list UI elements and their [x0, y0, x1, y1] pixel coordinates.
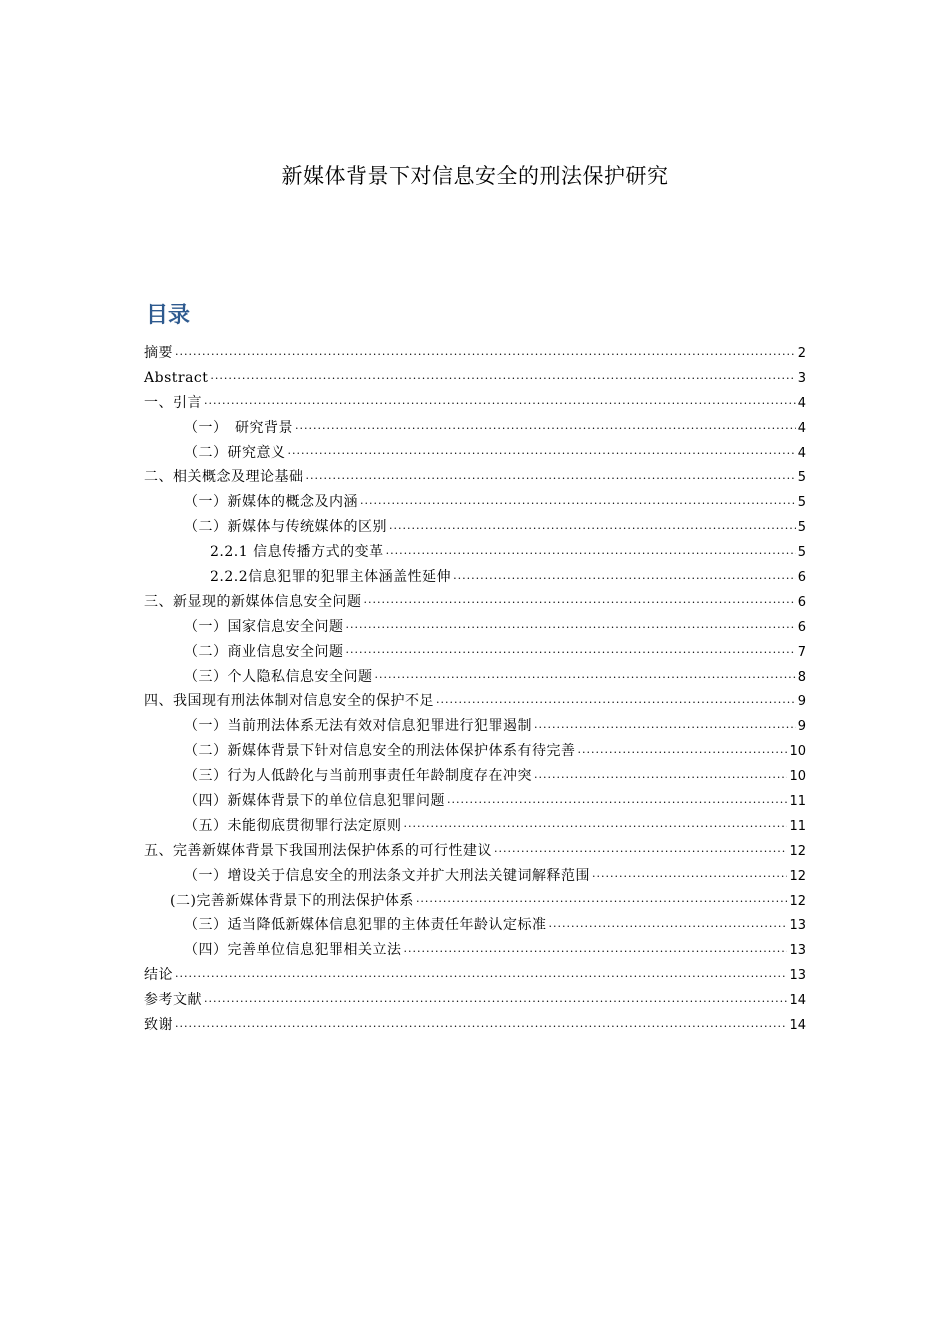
- toc-dot-leader: [436, 695, 796, 709]
- toc-entry-label: 二、相关概念及理论基础: [144, 469, 304, 486]
- toc-dot-leader: [534, 770, 787, 784]
- toc-entry-page-number: 9: [797, 694, 806, 710]
- toc-entry-label: 2.2.1 信息传播方式的变革: [210, 544, 384, 561]
- toc-entry-label: （一） 研究背景: [184, 419, 293, 436]
- toc-entry-label: 三、新显现的新媒体信息安全问题: [144, 593, 362, 610]
- toc-dot-leader: [295, 421, 796, 435]
- toc-entry-page-number: 6: [797, 570, 806, 586]
- toc-entry[interactable]: [144, 689, 806, 714]
- toc-entry-label: （四）完善单位信息犯罪相关立法: [184, 942, 402, 959]
- toc-entry-label: （一）增设关于信息安全的刑法条文并扩大刑法关键词解释范围: [184, 867, 590, 884]
- toc-entry-label: （二）商业信息安全问题: [184, 643, 344, 660]
- toc-entry[interactable]: [144, 764, 806, 789]
- toc-entry-label: 一、引言: [144, 394, 202, 411]
- toc-entry-label: 致谢: [144, 1017, 173, 1034]
- toc-entry-page-number: 12: [789, 868, 806, 884]
- toc-entry-label: （四）新媒体背景下的单位信息犯罪问题: [184, 793, 445, 810]
- toc-entry-label: （二）新媒体背景下针对信息安全的刑法体保护体系有待完善: [184, 743, 576, 760]
- toc-entry-page-number: 9: [797, 719, 806, 735]
- toc-dot-leader: [204, 994, 787, 1008]
- toc-entry-page-number: 5: [797, 520, 806, 536]
- toc-entry[interactable]: [144, 565, 806, 590]
- toc-dot-leader: [204, 396, 796, 410]
- toc-dot-leader: [389, 521, 796, 535]
- toc-dot-leader: [592, 869, 787, 883]
- toc-entry-page-number: 8: [797, 669, 806, 685]
- toc-entry-page-number: 12: [789, 893, 806, 909]
- toc-entry-label: （五）未能彻底贯彻罪行法定原则: [184, 817, 402, 834]
- toc-entry-page-number: 12: [789, 843, 806, 859]
- toc-entry[interactable]: [144, 839, 806, 864]
- toc-entry-page-number: 10: [789, 744, 806, 760]
- toc-entry[interactable]: [144, 938, 806, 963]
- toc-entry[interactable]: [144, 789, 806, 814]
- toc-entry-page-number: 11: [789, 794, 806, 810]
- toc-entry[interactable]: [144, 441, 806, 466]
- toc-entry-page-number: 14: [789, 1018, 806, 1034]
- toc-dot-leader: [175, 1018, 787, 1032]
- toc-dot-leader: [175, 346, 796, 360]
- toc-entry[interactable]: [144, 665, 806, 690]
- toc-entry-label: （三）个人隐私信息安全问题: [184, 668, 373, 685]
- toc-dot-leader: [346, 645, 796, 659]
- toc-dot-leader: [549, 919, 788, 933]
- toc-entry[interactable]: [144, 913, 806, 938]
- toc-entry-label: 四、我国现有刑法体制对信息安全的保护不足: [144, 693, 434, 710]
- toc-dot-leader: [306, 471, 796, 485]
- toc-entry[interactable]: [144, 490, 806, 515]
- toc-dot-leader: [534, 720, 796, 734]
- toc-entry[interactable]: [144, 540, 806, 565]
- toc-entry[interactable]: [144, 366, 806, 391]
- toc-entry-label: Abstract: [144, 369, 209, 386]
- toc-entry[interactable]: [144, 814, 806, 839]
- toc-entry[interactable]: [144, 615, 806, 640]
- toc-entry[interactable]: [144, 889, 806, 914]
- toc-entry-page-number: 5: [797, 545, 806, 561]
- toc-dot-leader: [404, 944, 788, 958]
- toc-dot-leader: [375, 670, 796, 684]
- toc-entry-page-number: 6: [797, 594, 806, 610]
- toc-entry[interactable]: [144, 963, 806, 988]
- toc-dot-leader: [404, 819, 788, 833]
- toc-entry-page-number: 7: [797, 644, 806, 660]
- toc-entry-page-number: 13: [789, 943, 806, 959]
- toc-heading: 目录: [146, 303, 191, 328]
- toc-entry-page-number: 4: [797, 420, 806, 436]
- toc-entry-page-number: 14: [789, 993, 806, 1009]
- document-title: 新媒体背景下对信息安全的刑法保护研究: [281, 164, 669, 188]
- toc-dot-leader: [453, 570, 796, 584]
- toc-entry-label: 参考文献: [144, 992, 202, 1009]
- toc-dot-leader: [360, 496, 796, 510]
- toc-dot-leader: [386, 546, 796, 560]
- toc-entry-page-number: 11: [789, 818, 806, 834]
- toc-entry-label: （三）适当降低新媒体信息犯罪的主体责任年龄认定标准: [184, 917, 547, 934]
- toc-entry-page-number: 2: [797, 346, 806, 361]
- toc-entry-label: （一）国家信息安全问题: [184, 618, 344, 635]
- toc-dot-leader: [578, 745, 788, 759]
- toc-entry-page-number: 10: [789, 769, 806, 785]
- toc-dot-leader: [175, 969, 787, 983]
- toc-entry[interactable]: [144, 465, 806, 490]
- toc-dot-leader: [288, 446, 796, 460]
- toc-entry-label: （一）当前刑法体系无法有效对信息犯罪进行犯罪遏制: [184, 718, 532, 735]
- toc-entry-page-number: 5: [797, 470, 806, 486]
- toc-dot-leader: [210, 371, 795, 385]
- toc-entry[interactable]: [144, 988, 806, 1013]
- toc-entry-label: 2.2.2信息犯罪的犯罪主体涵盖性延伸: [210, 569, 452, 586]
- toc-dot-leader: [364, 595, 796, 609]
- toc-entry[interactable]: [144, 341, 806, 366]
- toc-dot-leader: [494, 844, 787, 858]
- toc-entry-label: 五、完善新媒体背景下我国刑法保护体系的可行性建议: [144, 842, 492, 859]
- toc-entry-page-number: 3: [797, 370, 806, 386]
- toc-entry[interactable]: [144, 515, 806, 540]
- toc-entry-label: （二）研究意义: [184, 444, 286, 461]
- toc-entry-label: （一）新媒体的概念及内涵: [184, 494, 358, 511]
- toc-entry[interactable]: [144, 1013, 806, 1038]
- toc-entry-label: (二)完善新媒体背景下的刑法保护体系: [170, 892, 414, 909]
- toc-entry[interactable]: [144, 714, 806, 739]
- toc-entry-page-number: 4: [797, 395, 806, 411]
- table-of-contents: [144, 341, 806, 1038]
- toc-entry-page-number: 13: [789, 968, 806, 984]
- toc-entry[interactable]: [144, 640, 806, 665]
- toc-entry-label: 摘要: [144, 345, 173, 361]
- toc-dot-leader: [416, 894, 788, 908]
- toc-entry-label: 结论: [144, 967, 173, 984]
- toc-entry[interactable]: [144, 416, 806, 441]
- toc-dot-leader: [346, 620, 796, 634]
- toc-entry-page-number: 13: [789, 918, 806, 934]
- toc-entry-label: （三）行为人低龄化与当前刑事责任年龄制度存在冲突: [184, 768, 532, 785]
- toc-entry-page-number: 6: [797, 619, 806, 635]
- toc-entry[interactable]: [144, 739, 806, 764]
- toc-entry[interactable]: [144, 864, 806, 889]
- toc-entry[interactable]: [144, 391, 806, 416]
- toc-entry-page-number: 4: [797, 445, 806, 461]
- toc-dot-leader: [447, 794, 787, 808]
- toc-entry[interactable]: [144, 590, 806, 615]
- toc-entry-label: （二）新媒体与传统媒体的区别: [184, 519, 387, 536]
- toc-entry-page-number: 5: [797, 495, 806, 511]
